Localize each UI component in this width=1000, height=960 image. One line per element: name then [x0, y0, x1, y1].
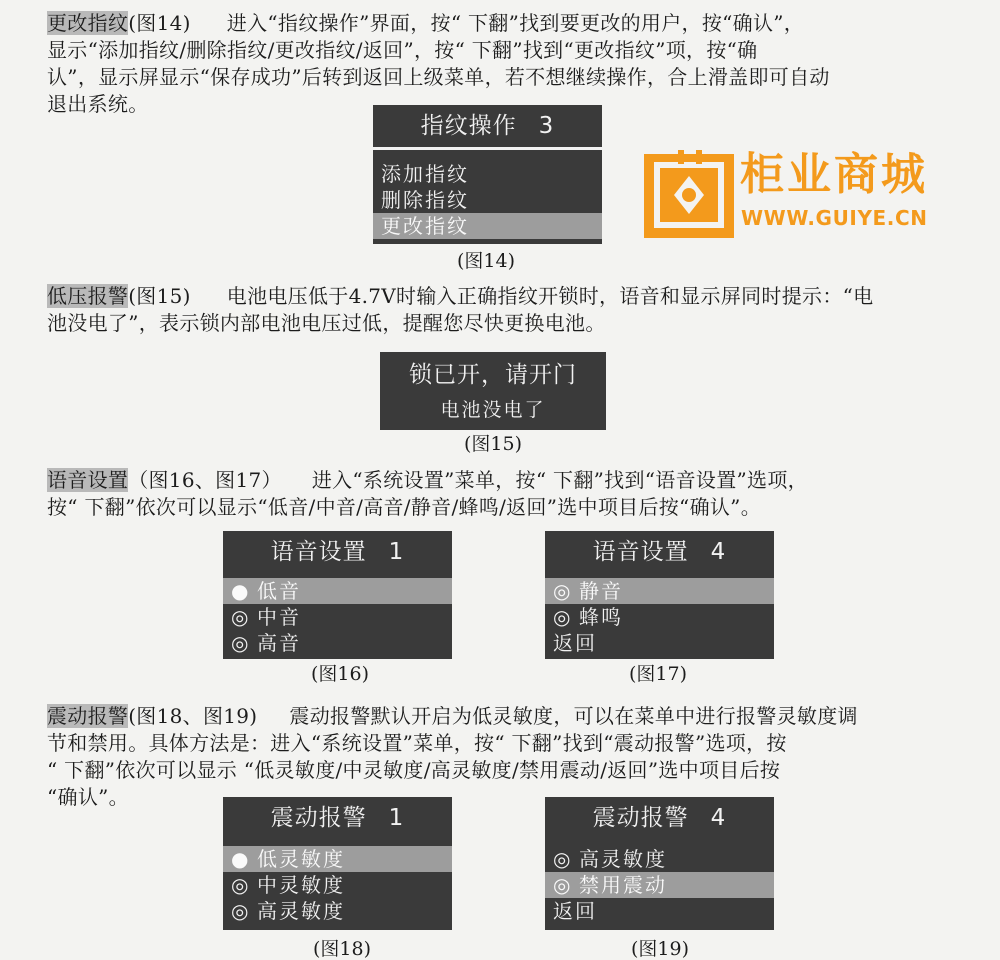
- text-line: “ 下翻”依次可以显示 “低灵敏度/中灵敏度/高灵敏度/禁用震动/返回”选中项目后按: [47, 758, 781, 782]
- option-mid-sensitivity: ◎ 中灵敏度: [231, 873, 345, 897]
- section-vibration-alarm: [47, 703, 959, 811]
- text-line: 认”，显示屏显示“保存成功”后转到返回上级菜单，若不想继续操作，合上滑盖即可自动: [47, 65, 830, 89]
- section-heading: 语音设置: [47, 468, 129, 492]
- figure-caption: (图16): [310, 663, 369, 685]
- figure-caption: (图18): [312, 938, 371, 960]
- watermark-url: WWW.GUIYE.CN: [741, 206, 928, 230]
- screen-line-battery: 电池没电了: [440, 399, 546, 421]
- option-back: 返回: [553, 899, 597, 923]
- screen-title: 震动报警 1: [270, 805, 405, 831]
- screen-line-unlocked: 锁已开，请开门: [409, 362, 577, 388]
- option-low-selected: ● 低音: [223, 578, 452, 604]
- menu-item-change-selected: 更改指纹: [373, 213, 602, 239]
- section-voice-settings: [47, 467, 959, 521]
- option-mute-selected: ◎ 静音: [545, 578, 774, 604]
- voice-settings-screen-4: [545, 531, 774, 659]
- screen-title: 震动报警 4: [592, 805, 727, 831]
- screen-title: 语音设置 4: [592, 539, 727, 565]
- text-line: 退出系统。: [47, 92, 149, 116]
- watermark-brand-name: 柜业商城: [740, 149, 928, 200]
- figure-ref: (图15): [128, 284, 191, 308]
- text-line: 进入“指纹操作”界面，按“ 下翻”找到要更改的用户，按“确认”，: [226, 11, 805, 35]
- section-low-voltage: [47, 283, 959, 337]
- menu-item-add: 添加指纹: [381, 162, 469, 186]
- battery-low-screen: [380, 352, 606, 430]
- section-heading: 震动报警: [47, 704, 129, 728]
- text-line: 池没电了”，表示锁内部电池电压过低，提醒您尽快更换电池。: [47, 311, 606, 335]
- figure-ref: (图14): [128, 11, 191, 35]
- figure-caption: (图15): [463, 433, 522, 455]
- option-high: ◎ 高音: [231, 631, 301, 655]
- option-disable-vibration-selected: ◎ 禁用震动: [545, 872, 774, 898]
- text-line: 电池电压低于4.7V时输入正确指纹开锁时，语音和显示屏同时提示：“电: [226, 284, 874, 308]
- text-line: 节和禁用。具体方法是：进入“系统设置”菜单，按“ 下翻”找到“震动报警”选项，按: [47, 731, 787, 755]
- option-mid: ◎ 中音: [231, 605, 301, 629]
- voice-settings-screen-1: [223, 531, 452, 659]
- option-beep: ◎ 蜂鸣: [553, 605, 623, 629]
- screen-title: 指纹操作 3: [420, 113, 555, 139]
- option-high-sensitivity: ◎ 高灵敏度: [553, 847, 667, 871]
- option-high-sensitivity: ◎ 高灵敏度: [231, 899, 345, 923]
- figure-ref: (图18、图19): [128, 704, 258, 728]
- section-heading: 低压报警: [47, 284, 129, 308]
- figure-caption: (图19): [630, 938, 689, 960]
- fingerprint-menu-screen: [373, 105, 602, 244]
- text-line: “确认”。: [47, 785, 129, 809]
- section-change-fingerprint: [47, 10, 959, 118]
- text-line: 显示“添加指纹/删除指纹/更改指纹/返回”，按“ 下翻”找到“更改指纹”项，按“确: [47, 38, 758, 62]
- option-back: 返回: [553, 631, 597, 655]
- figure-caption: (图17): [628, 663, 687, 685]
- vibration-alarm-screen-4: [545, 797, 774, 930]
- option-low-sensitivity-selected: ● 低灵敏度: [223, 846, 452, 872]
- figure-ref: （图16、图17）: [128, 468, 282, 492]
- vibration-alarm-screen-1: [223, 797, 452, 930]
- section-heading: 更改指纹: [47, 11, 129, 35]
- text-line: 按“ 下翻”依次可以显示“低音/中音/高音/静音/蜂鸣/返回”选中项目后按“确认”。: [47, 495, 761, 519]
- figure-caption: (图14): [456, 250, 515, 272]
- text-line: 震动报警默认开启为低灵敏度，可以在菜单中进行报警灵敏度调: [289, 704, 858, 728]
- text-line: 进入“系统设置”菜单，按“ 下翻”找到“语音设置”选项，: [311, 468, 808, 492]
- screen-title: 语音设置 1: [270, 539, 405, 565]
- lock-keyhole-logo-icon: [640, 146, 740, 242]
- menu-item-delete: 删除指纹: [381, 188, 469, 212]
